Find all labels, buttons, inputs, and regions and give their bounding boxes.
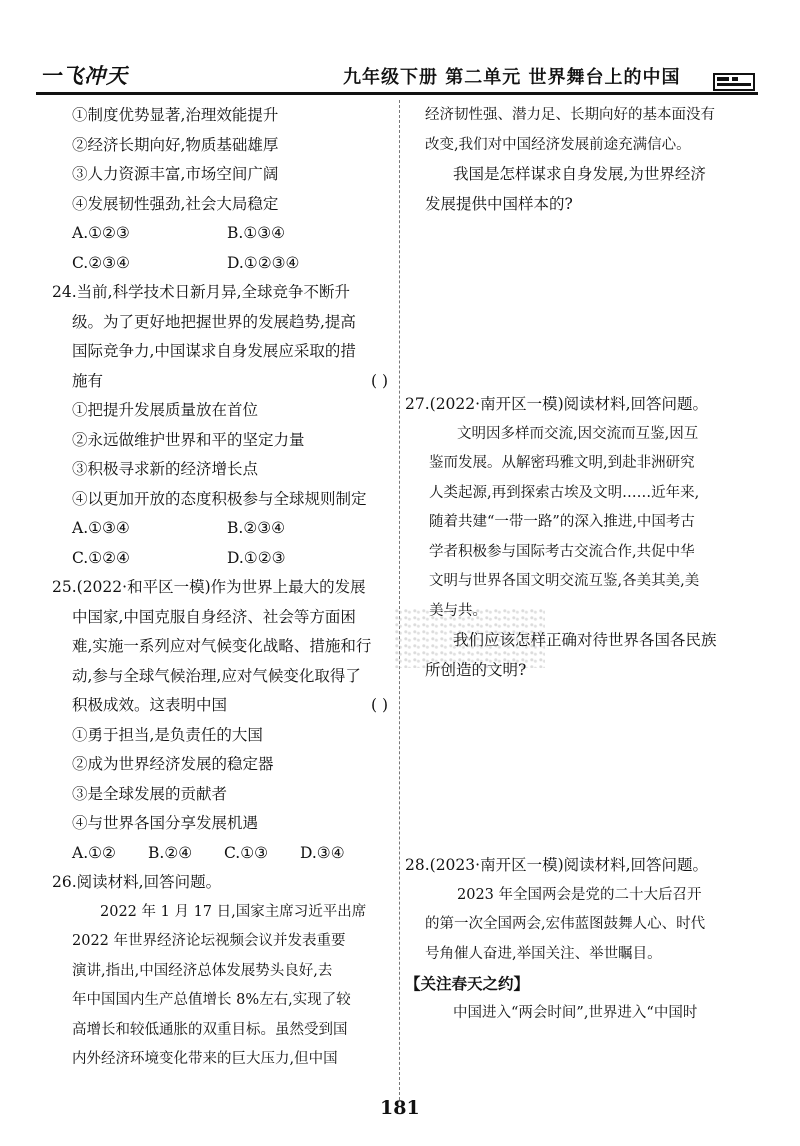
left-column	[52, 101, 392, 1075]
q26-material: 演讲,指出,中国经济总体发展势头良好,去	[72, 962, 333, 979]
q27-material: 人类起源,再到探索古埃及文明……近年来,	[429, 484, 700, 501]
choice-c[interactable]: C.①③	[224, 843, 269, 862]
q24-stem: 国际竞争力,中国谋求自身发展应采取的措	[72, 342, 356, 360]
q28-material: 号角催人奋进,举国关注、举世瞩目。	[425, 945, 662, 962]
page-number: 181	[380, 1097, 420, 1119]
header-rule	[36, 92, 758, 95]
q24-choices	[52, 514, 392, 544]
q25-stem-end: 积极成效。这表明中国	[72, 696, 228, 714]
q24-option: ④以更加开放的态度积极参与全球规则制定	[72, 489, 367, 508]
q28-title: 28.(2023·南开区一模)阅读材料,回答问题。	[405, 856, 709, 874]
q25-stem	[52, 691, 392, 721]
q23-option: ③人力资源丰富,市场空间广阔	[72, 165, 279, 183]
q23-option: ④发展韧性强劲,社会大局稳定	[72, 194, 279, 213]
q25-choices	[52, 839, 392, 869]
choice-d[interactable]: D.③④	[300, 843, 345, 862]
q25-stem: 中国家,中国克服自身经济、社会等方面困	[72, 607, 356, 626]
q24-option: ①把提升发展质量放在首位	[72, 401, 259, 419]
q24-stem: 级。为了更好地把握世界的发展趋势,提高	[72, 312, 356, 331]
choice-b[interactable]: B.②④	[148, 843, 193, 862]
choice-b[interactable]: B.②③④	[227, 519, 286, 537]
q24-stem: 24.当前,科学技术日新月异,全球竞争不断升	[52, 283, 351, 301]
q27-material: 文明与世界各国文明交流互鉴,各美其美,美	[429, 573, 700, 589]
q25-option: ②成为世界经济发展的稳定器	[72, 755, 274, 773]
page-header-title: 九年级下册 第二单元 世界舞台上的中国	[343, 67, 681, 88]
q26-material: 年中国国内生产总值增长 8%左右,实现了较	[72, 992, 351, 1008]
q24-stem	[52, 367, 392, 397]
choice-d[interactable]: D.①②③	[227, 548, 286, 567]
q26-material: 2022 年 1 月 17 日,国家主席习近平出席	[100, 903, 367, 920]
q23-option: ①制度优势显著,治理效能提升	[72, 106, 279, 124]
q25-option: ④与世界各国分享发展机遇	[72, 814, 259, 832]
q23-choices	[52, 249, 392, 279]
q27-material: 鉴而发展。从解密玛雅文明,到赴非洲研究	[429, 455, 695, 471]
q25-stem: 难,实施一系列应对气候变化战略、措施和行	[72, 637, 372, 655]
q27-question: 所创造的文明?	[425, 660, 527, 679]
q28-material: 2023 年全国两会是党的二十大后召开	[457, 886, 702, 903]
q23-choices	[52, 219, 392, 249]
choice-a[interactable]: A.①②	[72, 843, 116, 862]
q26-question: 发展提供中国样本的?	[425, 194, 573, 213]
q25-stem: 25.(2022·和平区一模)作为世界上最大的发展	[52, 578, 366, 596]
q25-option: ①勇于担当,是负责任的大国	[72, 725, 263, 744]
column-divider	[399, 100, 400, 1100]
q27-material: 随着共建“一带一路”的深入推进,中国考古	[429, 514, 695, 530]
q27-question: 我们应该怎样正确对待世界各国各民族	[453, 631, 717, 649]
brand-logo: 一飞冲天	[40, 64, 128, 88]
q24-option: ③积极寻求新的经济增长点	[72, 460, 259, 478]
q26-material: 高增长和较低通胀的双重目标。虽然受到国	[72, 1021, 348, 1038]
q26-material: 经济韧性强、潜力足、长期向好的基本面没有	[425, 107, 715, 123]
choice-d[interactable]: D.①②③④	[227, 253, 300, 272]
q28-material: 的第一次全国两会,宏伟蓝图鼓舞人心、时代	[425, 916, 706, 932]
q25-option: ③是全球发展的贡献者	[72, 784, 228, 803]
q27-title: 27.(2022·南开区一模)阅读材料,回答问题。	[405, 395, 709, 413]
q24-answer-blank[interactable]: ( )	[370, 371, 388, 390]
answer-space[interactable]	[405, 219, 757, 335]
q27-material: 文明因多样而交流,因交流而互鉴,因互	[457, 425, 699, 442]
choice-a[interactable]: A.①③④	[72, 519, 130, 537]
q28-material: 中国进入“两会时间”,世界进入“中国时	[453, 1004, 698, 1021]
choice-a[interactable]: A.①②③	[72, 224, 130, 242]
choice-b[interactable]: B.①③④	[227, 224, 286, 242]
answer-space[interactable]	[405, 685, 757, 845]
q26-material: 内外经济环境变化带来的巨大压力,但中国	[72, 1051, 338, 1067]
q23-option: ②经济长期向好,物质基础雄厚	[72, 135, 279, 154]
choice-c[interactable]: C.②③④	[72, 253, 130, 272]
q26-title: 26.阅读材料,回答问题。	[52, 873, 222, 891]
q25-answer-blank[interactable]: ( )	[370, 696, 388, 714]
q26-material: 2022 年世界经济论坛视频会议并发表重要	[72, 933, 346, 949]
q24-stem-end: 施有	[72, 371, 104, 390]
q24-choices	[52, 544, 392, 574]
right-column	[405, 101, 757, 1028]
q28-section-heading: 【关注春天之约】	[405, 974, 530, 993]
q26-question: 我国是怎样谋求自身发展,为世界经济	[453, 165, 706, 183]
q24-option: ②永远做维护世界和平的坚定力量	[72, 430, 305, 449]
q27-material: 美与共。	[429, 602, 487, 619]
q26-material: 改变,我们对中国经济发展前途充满信心。	[425, 136, 691, 153]
q25-stem: 动,参与全球气候治理,应对气候变化取得了	[72, 666, 361, 685]
choice-c[interactable]: C.①②④	[72, 548, 130, 567]
q27-material: 学者积极参与国际考古交流合作,共促中华	[429, 543, 695, 560]
